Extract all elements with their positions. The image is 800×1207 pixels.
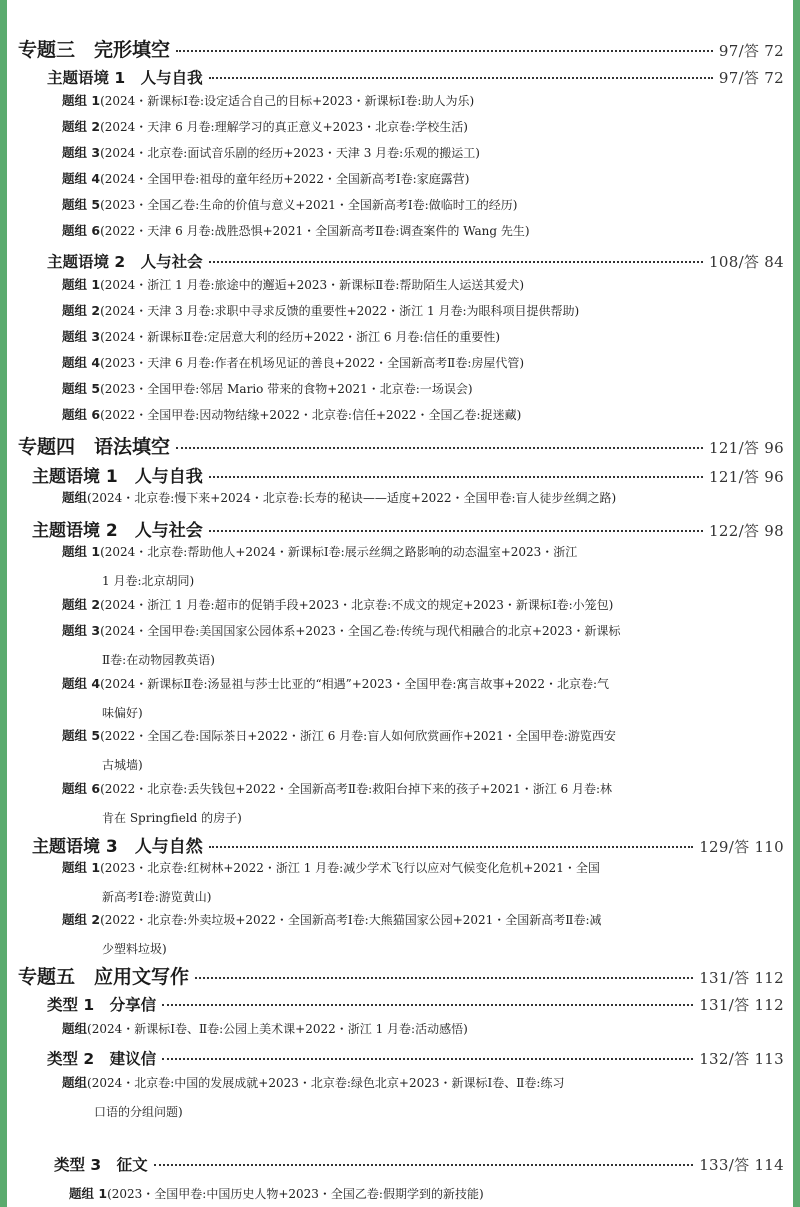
item-text: (2023・全国乙卷:生命的价值与意义+2021・全国新高考Ⅰ卷:做临时工的经历)	[100, 198, 518, 212]
section-heading-3[interactable]	[18, 35, 784, 62]
item-label: 题组 3	[62, 329, 101, 344]
item-label: 题组 2	[62, 912, 101, 927]
page-ref: 122/答 98	[709, 522, 784, 540]
dot-leader	[209, 261, 703, 263]
type-heading-3[interactable]	[54, 1153, 784, 1175]
topic-heading-3-2[interactable]	[47, 250, 784, 272]
dot-leader	[176, 50, 713, 52]
item-continuation: 味偏好)	[102, 706, 143, 720]
list-item[interactable]	[62, 671, 609, 697]
item-text: (2024・浙江 1 月卷:超市的促销手段+2023・北京卷:不成文的规定+2023・新课标Ⅰ卷:小笼包)	[100, 598, 614, 612]
page-ref: 131/答 112	[699, 969, 784, 987]
section-title: 专题五 应用文写作	[18, 966, 190, 988]
item-text: (2022・北京卷:外卖垃圾+2022・全国新高考Ⅰ卷:大熊猫国家公园+2021・全国新高考Ⅱ卷:减	[100, 913, 602, 927]
dot-leader	[209, 476, 703, 478]
list-item[interactable]	[62, 592, 613, 618]
item-text: (2024・新课标Ⅰ卷、Ⅱ卷:公园上美术课+2022・浙江 1 月卷:活动感悟)	[87, 1022, 468, 1036]
list-item[interactable]	[62, 723, 616, 749]
type-title: 类型 1 分享信	[47, 996, 157, 1014]
page-ref: 129/答 110	[699, 838, 784, 856]
dot-leader	[154, 1164, 694, 1166]
list-item[interactable]	[62, 907, 602, 933]
item-continuation: 肯在 Springfield 的房子)	[102, 811, 242, 825]
item-text: (2024・北京卷:面试音乐剧的经历+2023・天津 3 月卷:乐观的搬运工)	[100, 146, 480, 160]
item-label: 题组 6	[62, 781, 101, 796]
item-continuation: 口语的分组问题)	[94, 1105, 183, 1119]
item-continuation: 古城墙)	[102, 758, 143, 772]
topic-heading-4-1[interactable]	[32, 462, 784, 487]
list-item[interactable]	[62, 272, 524, 298]
list-item[interactable]	[62, 218, 530, 244]
item-label: 题组 4	[62, 171, 101, 186]
item-label: 题组	[62, 1021, 88, 1036]
list-item[interactable]	[62, 1070, 564, 1096]
dot-leader	[209, 77, 713, 79]
item-continuation: 1 月卷:北京胡同)	[102, 574, 195, 588]
page-ref: 133/答 114	[699, 1156, 784, 1174]
item-label: 题组 1	[62, 860, 101, 875]
item-text: (2023・天津 6 月卷:作者在机场见证的善良+2022・全国新高考Ⅱ卷:房屋代管)	[100, 356, 525, 370]
list-item[interactable]	[62, 618, 621, 644]
page-ref: 97/答 72	[718, 42, 784, 60]
topic-title: 主题语境 2 人与社会	[32, 521, 203, 541]
item-label: 题组 5	[62, 197, 101, 212]
list-item[interactable]	[62, 1016, 468, 1042]
item-continuation: 少塑料垃圾)	[102, 942, 167, 956]
type-heading-1[interactable]	[47, 993, 784, 1015]
item-text: (2024・全国甲卷:祖母的童年经历+2022・全国新高考Ⅰ卷:家庭露营)	[100, 172, 470, 186]
page-ref: 132/答 113	[699, 1050, 784, 1068]
topic-title: 主题语境 1 人与自我	[32, 467, 203, 487]
item-label: 题组 1	[62, 544, 101, 559]
list-item[interactable]	[62, 539, 577, 565]
page-ref: 121/答 96	[709, 468, 784, 486]
item-label: 题组	[62, 1075, 88, 1090]
list-item[interactable]	[62, 376, 473, 402]
topic-heading-4-2[interactable]	[32, 516, 784, 541]
item-label: 题组 1	[62, 93, 101, 108]
item-label: 题组 6	[62, 223, 101, 238]
topic-title: 主题语境 2 人与社会	[47, 253, 203, 271]
item-label: 题组 2	[62, 303, 101, 318]
item-text: (2023・全国甲卷:邻居 Mario 带来的食物+2021・北京卷:一场误会)	[100, 382, 473, 396]
list-item[interactable]	[62, 776, 612, 802]
list-item[interactable]	[62, 350, 524, 376]
dot-leader	[195, 977, 693, 979]
item-label: 题组 4	[62, 355, 101, 370]
list-item[interactable]	[62, 192, 517, 218]
section-title: 专题四 语法填空	[18, 436, 171, 458]
dot-leader	[162, 1004, 693, 1006]
item-text: (2024・新课标Ⅱ卷:定居意大利的经历+2022・浙江 6 月卷:信任的重要性)	[100, 330, 501, 344]
item-text: (2024・天津 3 月卷:求职中寻求反馈的重要性+2022・浙江 1 月卷:为眼科项目提供帮助)	[100, 304, 580, 318]
dot-leader	[209, 846, 693, 848]
topic-heading-4-3[interactable]	[32, 832, 784, 857]
page-ref: 131/答 112	[699, 996, 784, 1014]
list-item[interactable]	[62, 485, 616, 511]
item-text: (2024・新课标Ⅰ卷:设定适合自己的目标+2023・新课标Ⅰ卷:助人为乐)	[100, 94, 475, 108]
type-title: 类型 3 征文	[54, 1156, 148, 1174]
item-label: 题组 5	[62, 381, 101, 396]
topic-title: 主题语境 3 人与自然	[32, 837, 203, 857]
type-heading-2[interactable]	[47, 1047, 784, 1069]
item-text: (2022・北京卷:丢失钱包+2022・全国新高考Ⅱ卷:救阳台掉下来的孩子+2021・浙江 6 月卷:林	[100, 782, 613, 796]
item-label: 题组 3	[62, 623, 101, 638]
section-heading-5[interactable]	[18, 962, 784, 989]
list-item[interactable]	[62, 114, 468, 140]
item-label: 题组 1	[69, 1186, 108, 1201]
topic-title: 主题语境 1 人与自我	[47, 69, 203, 87]
page-ref: 121/答 96	[709, 439, 784, 457]
item-label: 题组 6	[62, 407, 101, 422]
list-item[interactable]	[69, 1181, 484, 1207]
list-item[interactable]	[62, 324, 500, 350]
item-label: 题组 1	[62, 277, 101, 292]
item-text: (2024・浙江 1 月卷:旅途中的邂逅+2023・新课标Ⅱ卷:帮助陌生人运送其爱犬)	[100, 278, 525, 292]
item-label: 题组 4	[62, 676, 101, 691]
section-heading-4[interactable]	[18, 432, 784, 459]
list-item[interactable]	[62, 140, 480, 166]
item-label: 题组 5	[62, 728, 101, 743]
item-text: (2022・全国甲卷:因动物结缘+2022・北京卷:信任+2022・全国乙卷:捉迷藏)	[100, 408, 522, 422]
toc-page	[7, 0, 793, 1207]
page-ref: 108/答 84	[709, 253, 784, 271]
item-text: (2024・北京卷:帮助他人+2024・新课标Ⅰ卷:展示丝绸之路影响的动态温室+2023・浙江	[100, 545, 578, 559]
item-text: (2022・全国乙卷:国际茶日+2022・浙江 6 月卷:盲人如何欣赏画作+2021・全国甲卷:游览西安	[100, 729, 616, 743]
item-label: 题组 2	[62, 597, 101, 612]
item-text: (2022・天津 6 月卷:战胜恐惧+2021・全国新高考Ⅱ卷:调查案件的 Wang 先生)	[100, 224, 530, 238]
dot-leader	[176, 447, 703, 449]
item-continuation: 新高考Ⅰ卷:游览黄山)	[102, 890, 212, 904]
item-text: (2024・天津 6 月卷:理解学习的真正意义+2023・北京卷:学校生活)	[100, 120, 468, 134]
item-text: (2024・全国甲卷:美国国家公园体系+2023・全国乙卷:传统与现代相融合的北京+2023・新课标	[100, 624, 621, 638]
list-item[interactable]	[62, 298, 579, 324]
item-text: (2024・北京卷:中国的发展成就+2023・北京卷:绿色北京+2023・新课标Ⅰ卷、Ⅱ卷:练习	[87, 1076, 565, 1090]
item-text: (2024・新课标Ⅱ卷:汤显祖与莎士比亚的“相遇”+2023・全国甲卷:寓言故事+2022・北京卷:气	[100, 677, 610, 691]
list-item[interactable]	[62, 88, 474, 114]
item-label: 题组 3	[62, 145, 101, 160]
dot-leader	[209, 530, 703, 532]
dot-leader	[162, 1058, 693, 1060]
list-item[interactable]	[62, 166, 469, 192]
list-item[interactable]	[62, 402, 521, 428]
item-label: 题组 2	[62, 119, 101, 134]
item-label: 题组	[62, 490, 88, 505]
item-text: (2024・北京卷:慢下来+2024・北京卷:长寿的秘诀——适度+2022・全国甲卷:盲人徒步丝绸之路)	[87, 491, 617, 505]
list-item[interactable]	[62, 855, 600, 881]
item-text: (2023・北京卷:红树林+2022・浙江 1 月卷:减少学术飞行以应对气候变化危机+2021・全国	[100, 861, 600, 875]
topic-heading-3-1[interactable]	[47, 66, 784, 88]
page-ref: 97/答 72	[718, 69, 784, 87]
item-continuation: Ⅱ卷:在动物园教英语)	[102, 653, 215, 667]
type-title: 类型 2 建议信	[47, 1050, 157, 1068]
item-text: (2023・全国甲卷:中国历史人物+2023・全国乙卷:假期学到的新技能)	[107, 1187, 484, 1201]
section-title: 专题三 完形填空	[18, 39, 171, 61]
